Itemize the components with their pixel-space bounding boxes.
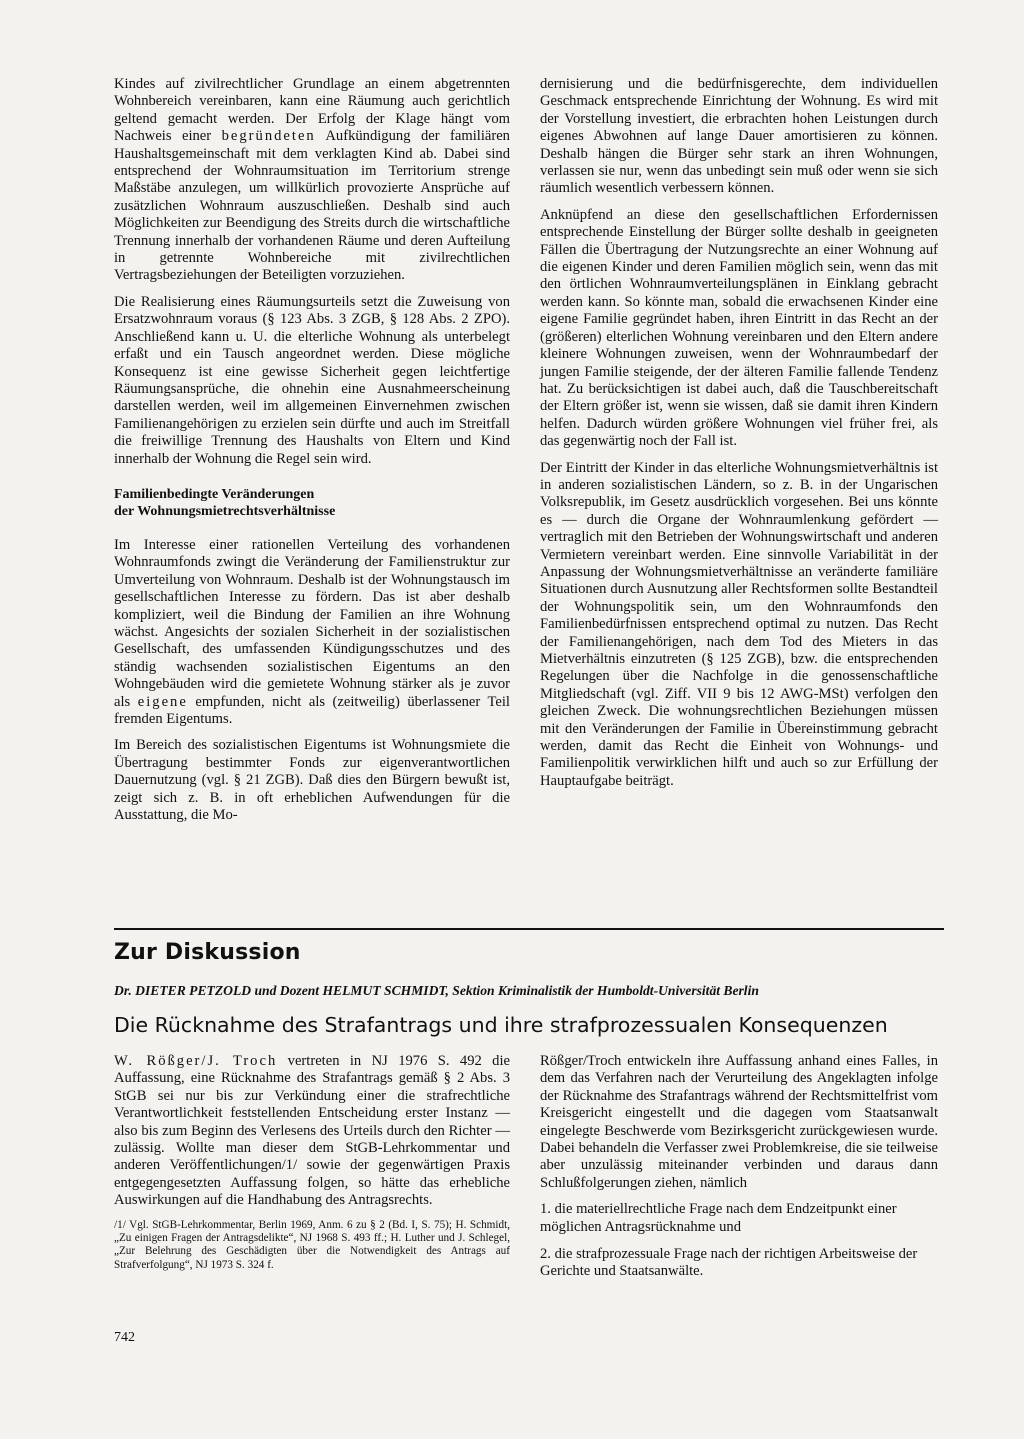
paragraph: Rößger/Troch entwickeln ihre Auffassung anhand eines Falles, in dem das Verfahren nach der Verurteilung des Angeklagten infolge der Rücknahme des Strafantrags während der Rechtsmittelfrist vom Kreisgericht eingestellt und die dagegen vom Staatsanwalt eingelegte Beschwerde vom Bezirksgericht zurückgewiesen wurde. Dabei behandeln die Verfasser zwei Problemkreise, die sie teilweise aber unzulässig miteinander verbinden und daraus dann Schlußfolgerungen ziehen, nämlich xyxy=(540,1053,938,1191)
footnote: /1/ Vgl. StGB-Lehrkommentar, Berlin 1969, Anm. 6 zu § 2 (Bd. I, S. 75); H. Schmidt, „Zu einigen Fragen der Antragsdelikte“, NJ 1968 S. 493 ff.; H. Luther und J. Schlegel, „Zur Belehrung des Geschädigten über die Notwendigkeit des Antrags auf Strafverfolgung“, NJ 1973 S. 324 f. xyxy=(114,1218,510,1271)
right-column-bottom xyxy=(540,1053,938,1291)
right-column-top xyxy=(540,76,938,799)
left-column-top xyxy=(114,76,510,833)
list-item: 1. die materiellrechtliche Frage nach dem Endzeitpunkt einer möglichen Antragsrücknahme und xyxy=(540,1201,897,1235)
page-number: 742 xyxy=(114,1330,135,1345)
list-item: 2. die strafprozessuale Frage nach der richtigen Arbeitsweise der Gerichte und Staatsanwälte. xyxy=(540,1246,918,1280)
paragraph: Anknüpfend an diese den gesellschaftlichen Erfordernissen entsprechende Einstellung der Bürger sollte deshalb in geeigneten Fällen die Übertragung der Nutzungsrechte an einer Wohnung auf die eigenen Kinder und deren Familien möglich sein, wenn das mit den örtlichen Wohnraumverteilungsplänen in Einklang gebracht werden kann. So könnte man, sobald die erwachsenen Kinder eine eigene Familie gegründet haben, ihren Eintritt in das Recht an der (größeren) elterlichen Wohnung vereinbaren und den Eltern andere kleinere Wohnungen zuweisen, wenn der Wohnraumbedarf der jungen Familie steigende, der der älteren Familie fallende Tendenz hat. Zu berücksichtigen ist dabei auch, daß die Tauschbereitschaft der Eltern größer ist, wenn sie wissen, daß sie damit ihren Kindern helfen. Dadurch würden größere Wohnungen viel früher frei, als das gegenwärtig noch der Fall ist. xyxy=(540,206,938,450)
paragraph: dernisierung und die bedürfnisgerechte, dem individuellen Geschmack entsprechende Einrichtung der Wohnung. Es wird mit der Vorstellung investiert, die erbrachten hohen Leistungen durch eigenes Abwohnen auf lange Dauer amortisieren zu können. Deshalb hängen die Bürger sehr stark an ihren Wohnungen, verlassen sie nur, wenn das unbedingt sein muß oder wenn sie sich räumlich wesentlich verbessern können. xyxy=(540,76,938,197)
section-divider xyxy=(114,928,944,930)
spaced-emphasis: eigene xyxy=(137,693,188,710)
paragraph: Kindes auf zivilrechtlicher Grundlage an einem abgetrennten Wohnbereich vereinbaren, kann eine Räumung auch gerichtlich geltend gemacht werden. Der Erfolg der Klage hängt vom Nachweis einer begründeten Aufkündigung der familiären Haushaltsgemeinschaft mit dem verklagten Kind ab. Dabei sind entsprechend der Wohnraumsituation im Territorium strenge Maßstäbe anzulegen, um willkürlich provozierte Ansprüche auf zusätzlichen Wohnraum auszuschließen. Deshalb sind auch Möglichkeiten zur Beendigung des Streits durch die wirtschaftliche Trennung innerhalb der vorhandenen Räume und deren Aufteilung in getrennte Wohnbereiche mit zivilrechtlichen Vertragsbeziehungen der Beteiligten vorzuziehen. xyxy=(114,76,510,284)
section-title: Zur Diskussion xyxy=(114,940,301,965)
subheading: Familienbedingte Veränderungen der Wohnungsmietrechtsverhältnisse xyxy=(114,486,336,519)
paragraph: Die Realisierung eines Räumungsurteils setzt die Zuweisung von Ersatzwohnraum voraus (§ 123 Abs. 3 ZGB, § 128 Abs. 2 ZPO). Anschließend kann u. U. die elterliche Wohnung als unterbelegt erfaßt und ein Tausch angeordnet werden. Diese mögliche Konsequenz ist eine gewisse Sicherheit gegen leichtfertige Räumungsansprüche, die ohnehin eine Ausnahmeerscheinung darstellen werden, weil im allgemeinen Einvernehmen zwischen Familienangehörigen zu erzielen sein dürfte und auch im Streitfall die freiwillige Trennung des Haushalts von Eltern und Kind innerhalb der Wohnung die Regel sein wird. xyxy=(114,293,510,467)
spaced-emphasis: W. Rößger/J. Troch xyxy=(114,1053,278,1069)
article-title: Die Rücknahme des Strafantrags und ihre strafprozessualen Konsequenzen xyxy=(114,1013,888,1037)
spaced-emphasis: begründeten xyxy=(221,128,316,145)
paragraph: Im Bereich des sozialistischen Eigentums ist Wohnungsmiete die Übertragung bestimmter Fonds zur eigenverantwortlichen Dauernutzung (vgl. § 21 ZGB). Daß dies den Bürgern bewußt ist, zeigt sich z. B. in oft erheblichen Aufwendungen für die Ausstattung, die Mo- xyxy=(114,737,510,824)
paragraph: W. Rößger/J. Troch vertreten in NJ 1976 S. 492 die Auffassung, eine Rücknahme des Strafantrags gemäß § 2 Abs. 3 StGB sei nur bis zur Verkündung einer die strafrechtliche Verantwortlichkeit feststellenden Entscheidung erster Instanz — also bis zum Beginn des Verlesens des Urteils durch den Richter — zulässig. Wollte man dieser dem StGB-Lehrkommentar und anderen Veröffentlichungen/1/ sowie der gegenwärtigen Praxis entgegengesetzten Auffassung folgen, so hätte das erhebliche Auswirkungen auf die Handhabung des Antragsrechts. xyxy=(114,1053,511,1209)
paragraph: Im Interesse einer rationellen Verteilung des vorhandenen Wohnraumfonds zwingt die Veränderung der Familienstruktur zur Umverteilung von Wohnraum. Deshalb ist der Wohnungstausch im gesellschaftlichen Interesse zu fördern. Das ist aber deshalb kompliziert, weil die Bindung der Familien an ihre Wohnung wächst. Angesichts der sozialen Sicherheit in der sozialistischen Gesellschaft, des umfassenden Kündigungsschutzes und des ständig wachsenden sozialistischen Eigentums an den Wohngebäuden wird die gemietete Wohnung stärker als je zuvor als eigene empfunden, nicht als (zeitweilig) überlassener Teil fremden Eigentums. xyxy=(114,536,510,727)
left-column-bottom xyxy=(114,1053,510,1281)
author-byline: Dr. DIETER PETZOLD und Dozent HELMUT SCHMIDT, Sektion Kriminalistik der Humboldt-Universität Berlin xyxy=(114,983,759,998)
paragraph: Der Eintritt der Kinder in das elterliche Wohnungsmietverhältnis ist in anderen sozialistischen Ländern, so z. B. in der Ungarischen Volksrepublik, im Gesetz ausdrücklich vorgesehen. Bei uns könnte es — durch die Organe der Wohnraumlenkung gefördert — vertraglich mit den Betrieben der Wohnungswirtschaft und anderen Vermietern vereinbart werden. Eine sinnvolle Variabilität in der Anpassung der Wohnungsmietverhältnisse an veränderte familiäre Situationen durch Ausnutzung aller Rechtsformen sollte Bestandteil der Wohnungspolitik sein, um den Wohnraumfonds den Familienbedürfnissen entsprechend optimal zu nutzen. Das Recht der Familienangehörigen, nach dem Tod des Mieters in das Mietverhältnis einzutreten (§ 125 ZGB), bzw. die entsprechenden Regelungen über die Nachfolge in die genossenschaftliche Mitgliedschaft (vgl. Ziff. VII 9 bis 12 AWG-MSt) verfolgen den gleichen Zweck. Die wohnungsrechtlichen Beziehungen müssen mit den Veränderungen der Familie in Übereinstimmung gebracht werden, damit das Recht die Einheit von Wohnungs- und Familienpolitik verwirklichen hilft und auch so zur Erfüllung der Hauptaufgabe beiträgt. xyxy=(540,459,938,789)
